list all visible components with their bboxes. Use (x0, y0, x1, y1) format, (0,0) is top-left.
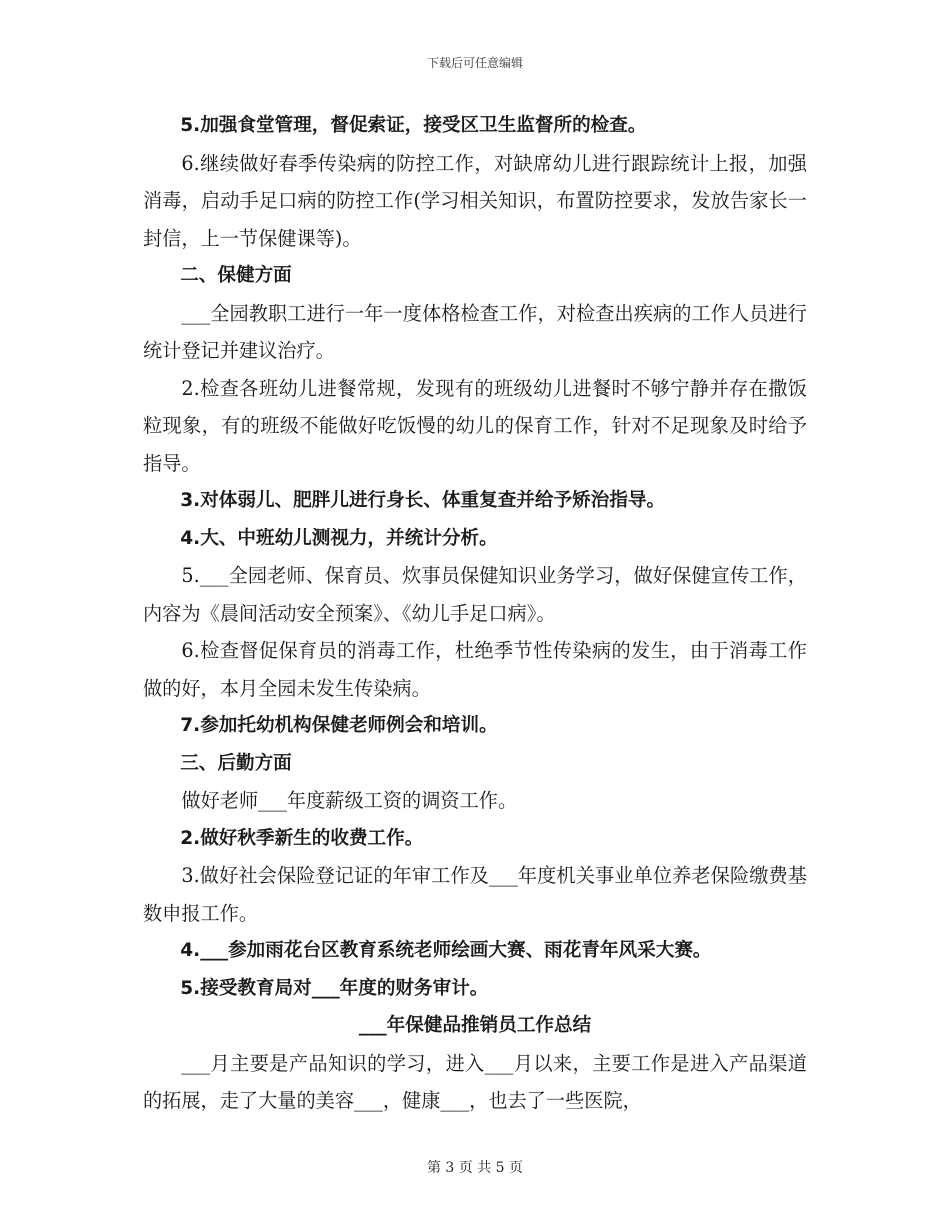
section-heading: 二、保健方面 (180, 265, 292, 286)
paragraph: 2.检查各班幼儿进餐常规，发现有的班级幼儿进餐时不够宁静并存在撒饭粒现象，有的班级不能做好吃饭慢的幼儿的保育工作，针对不足现象及时给予指导。 (143, 376, 807, 475)
paragraph: 5.___全园老师、保育员、炊事员保健知识业务学习，做好保健宣传工作，内容为《晨间活动安全预案》、《幼儿手足口病》。 (143, 564, 807, 625)
paragraph: 5.加强食堂管理，督促索证，接受区卫生监督所的检查。 (180, 115, 647, 136)
paragraph: 6.继续做好春季传染病的防控工作，对缺席幼儿进行跟踪统计上报，加强消毒，启动手足口病的防控工作(学习相关知识，布置防控要求，发放告家长一封信，上一节保健课等)。 (143, 151, 807, 250)
paragraph: 4.大、中班幼儿测视力，并统计分析。 (180, 527, 498, 549)
document-title: ___年保健品推销员工作总结 (358, 1015, 592, 1036)
document-body (143, 107, 807, 1120)
paragraph: 4.___参加雨花台区教育系统老师绘画大赛、雨花青年风采大赛。 (180, 940, 712, 961)
paragraph: 7.参加托幼机构保健老师例会和培训。 (180, 715, 498, 736)
paragraph: ___月主要是产品知识的学习，进入___月以来，主要工作是进入产品渠道的拓展，走了大量的美容___，健康___，也去了一些医院， (143, 1051, 807, 1112)
paragraph: 5.接受教育局对___年度的财务审计。 (180, 977, 489, 999)
paragraph: 6.检查督促保育员的消毒工作，杜绝季节性传染病的发生，由于消毒工作做的好，本月全园未发生传染病。 (143, 639, 807, 700)
paragraph: ___全园教职工进行一年一度体格检查工作，对检查出疾病的工作人员进行统计登记并建议治疗。 (143, 301, 807, 362)
paragraph: 3.对体弱儿、肥胖儿进行身长、体重复查并给予矫治指导。 (180, 490, 666, 511)
section-heading: 三、后勤方面 (180, 752, 292, 774)
page-header: 下载后可任意编辑 (426, 56, 523, 70)
paragraph: 2.做好秋季新生的收费工作。 (180, 827, 424, 849)
paragraph: 做好老师___年度薪级工资的调资工作。 (181, 789, 518, 812)
page-number: 第 3 页 共 5 页 (426, 1160, 524, 1176)
paragraph: 3.做好社会保险登记证的年审工作及___年度机关事业单位养老保险缴费基数申报工作。 (143, 864, 807, 925)
